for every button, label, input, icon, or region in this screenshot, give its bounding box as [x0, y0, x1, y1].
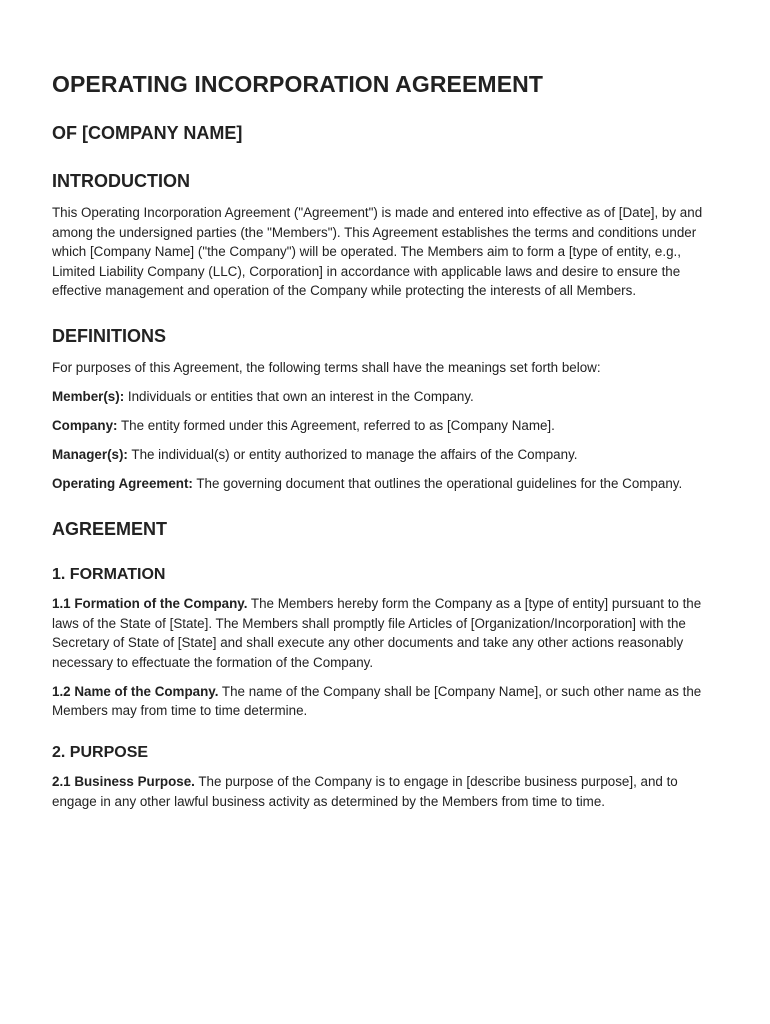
definition-term: Manager(s): — [52, 447, 128, 463]
clause-1-1 — [52, 594, 720, 672]
clause-label: 2.1 Business Purpose. — [52, 774, 195, 789]
formation-heading: 1. FORMATION — [52, 565, 166, 583]
agreement-section — [52, 516, 720, 811]
definition-text: The individual(s) or entity authorized to manage the affairs of the Company. — [127, 447, 578, 463]
agreement-heading: AGREEMENT — [52, 518, 168, 539]
definition-term: Operating Agreement: — [52, 476, 193, 492]
document-title: OPERATING INCORPORATION AGREEMENT — [52, 71, 543, 97]
definition-text: The entity formed under this Agreement, referred to as [Company Name]. — [117, 418, 555, 434]
clause-1-2 — [52, 682, 720, 721]
clause-text: The Members hereby form the Company as a [type of entity] pursuant to the laws of the State of [State]. The Members shall promptly file Articles of [Organization/Incorporation] with the Secretary of State of [State] and shall execute any other documents and take any other actions reasonably necessary to effectuate the formation of the Company. — [52, 595, 702, 670]
definition-text: The governing document that outlines the operational guidelines for the Company. — [192, 476, 683, 492]
definition-term: Member(s): — [52, 389, 125, 405]
purpose-heading: 2. PURPOSE — [52, 744, 149, 761]
introduction-section — [52, 168, 720, 301]
definition-term: Company: — [52, 418, 118, 434]
introduction-heading: INTRODUCTION — [52, 171, 190, 191]
definition-operating-agreement — [52, 474, 720, 494]
definitions-section — [52, 323, 720, 494]
definition-manager — [52, 445, 720, 465]
clause-text: The name of the Company shall be [Company Name], or such other name as the Members may from time to time determine. — [52, 683, 702, 719]
definition-text: Individuals or entities that own an interest in the Company. — [124, 389, 474, 405]
document-subtitle: OF [COMPANY NAME] — [52, 123, 243, 143]
clause-text: The purpose of the Company is to engage in [describe business purpose], and to engage in any other lawful business activity as determined by the Members from time to time. — [52, 774, 678, 809]
definitions-heading: DEFINITIONS — [52, 325, 167, 346]
clause-2-1 — [52, 772, 720, 811]
definition-company — [52, 416, 720, 436]
clause-label: 1.2 Name of the Company. — [52, 683, 219, 699]
definitions-lead-paragraph: For purposes of this Agreement, the following terms shall have the meanings set forth below: — [52, 359, 601, 375]
introduction-paragraph: This Operating Incorporation Agreement ("Agreement") is made and entered into effective as of [Date], by and among the undersigned parties (the "Members"). This Agreement establishes the terms and conditions under which [Company Name] ("the Company") will be operated. The Members aim to form a [type of entity, e.g., Limited Liability Company (LLC), Corporation] in accordance with applicable laws and desire to ensure the effective management and operation of the Company while protecting the interests of all Members. — [52, 205, 703, 299]
clause-label: 1.1 Formation of the Company. — [52, 595, 248, 611]
definition-member — [52, 387, 720, 407]
